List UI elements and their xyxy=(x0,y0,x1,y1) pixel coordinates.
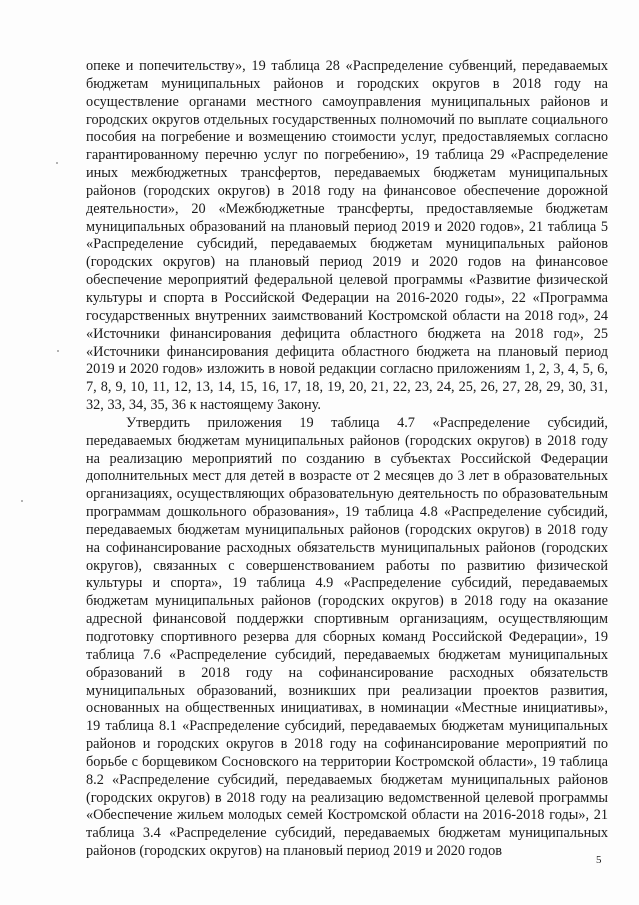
scan-speck xyxy=(57,350,59,352)
document-body xyxy=(86,58,608,861)
page-number: 5 xyxy=(596,854,602,866)
paragraph-approve-appendices: Утвердить приложения 19 таблица 4.7 «Распределение субсидий, передаваемых бюджетам муниципальных районов (городских округов) в 2018 году на реализацию мероприятий по созданию в субъектах Российской Федерации дополнительных мест для детей в возрасте от 2 месяцев до 3 лет в образовательных организациях, осуществляющих образовательную деятельность по образовательным программам дошкольного образования», 19 таблица 4.8 «Распределение субсидий, передаваемых бюджетам муниципальных районов (городских округов) в 2018 году на софинансирование расходных обязательств муниципальных районов (городских округов), связанных с совершенствованием работы по развитию физической культуры и спорта», 19 таблица 4.9 «Распределение субсидий, передаваемых бюджетам муниципальных районов (городских округов) в 2018 году на оказание адресной финансовой поддержки спортивным организациям, осуществляющим подготовку спортивного резерва для сборных команд Российской Федерации», 19 таблица 7.6 «Распределение субсидий, передаваемых бюджетам муниципальных образований в 2018 году на софинансирование расходных обязательств муниципальных образований, возникших при реализации проектов развития, основанных на общественных инициативах, в номинации «Местные инициативы», 19 таблица 8.1 «Распределение субсидий, передаваемых бюджетам муниципальных районов и городских округов в 2018 году на софинансирование мероприятий по борьбе с борщевиком Сосновского на территории Костромской области», 19 таблица 8.2 «Распределение субсидий, передаваемых бюджетам муниципальных районов (городских округов) в 2018 году на реализацию ведомственной целевой программы «Обеспечение жильем молодых семей Костромской области на 2016-2018 годы», 21 таблица 3.4 «Распределение субсидий, передаваемых бюджетам муниципальных районов (городских округов) на плановый период 2019 и 2020 годов xyxy=(86,414,608,860)
paragraph-appendices-new-edition: опеке и попечительству», 19 таблица 28 «Распределение субвенций, передаваемых бюджетам муниципальных районов и городских округов в 2018 году на осуществление органами местного самоуправления муниципальных районов и городских округов отдельных государственных полномочий по выплате социального пособия на погребение и возмещению стоимости услуг, предоставляемых согласно гарантированному перечню услуг по погребению», 19 таблица 29 «Распределение иных межбюджетных трансфертов, передаваемых бюджетам муниципальных районов (городских округов) в 2018 году на финансовое обеспечение дорожной деятельности», 20 «Межбюджетные трансферты, предоставляемые бюджетам муниципальных образований на плановый период 2019 и 2020 годов», 21 таблица 5 «Распределение субсидий, передаваемых бюджетам муниципальных районов (городских округов) на плановый период 2019 и 2020 годов на финансовое обеспечение мероприятий федеральной целевой программы «Развитие физической культуры и спорта в Российской Федерации на 2016-2020 годы», 22 «Программа государственных внутренних заимствований Костромской области на 2018 год», 24 «Источники финансирования дефицита областного бюджета на 2018 год», 25 «Источники финансирования дефицита областного бюджета на плановый период 2019 и 2020 годов» изложить в новой редакции согласно приложениям 1, 2, 3, 4, 5, 6, 7, 8, 9, 10, 11, 12, 13, 14, 15, 16, 17, 18, 19, 20, 21, 22, 23, 24, 25, 26, 27, 28, 29, 30, 31, 32, 33, 34, 35, 36 к настоящему Закону. xyxy=(86,58,608,414)
scan-speck xyxy=(21,500,23,502)
scan-speck xyxy=(56,162,58,164)
